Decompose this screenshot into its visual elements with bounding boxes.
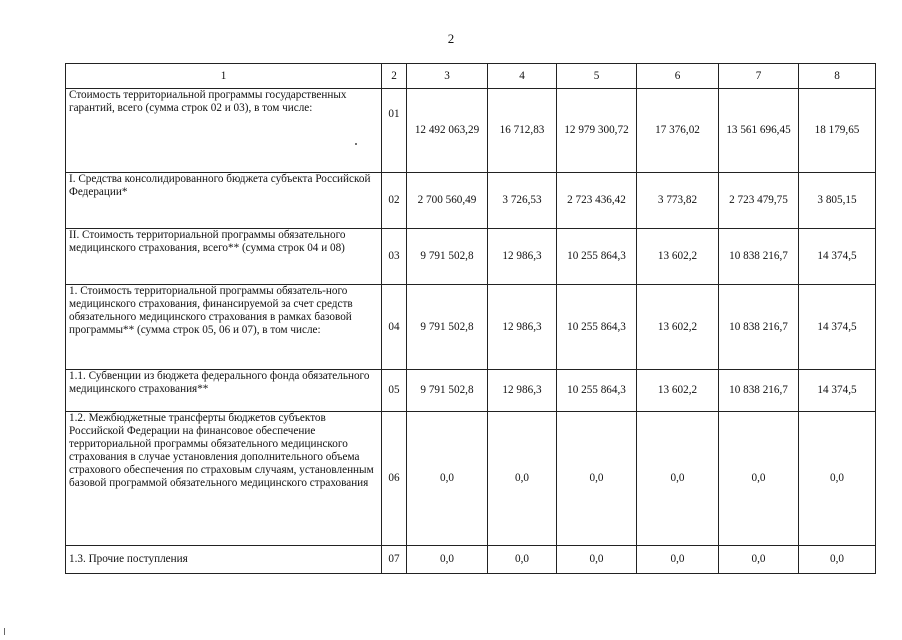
table-row <box>66 546 876 574</box>
value-cell: 13 602,2 <box>637 370 719 412</box>
row-code: 07 <box>382 546 407 574</box>
value-cell: 0,0 <box>407 412 488 546</box>
value-cell: 0,0 <box>557 412 637 546</box>
value-cell: 0,0 <box>799 412 876 546</box>
value-cell: 12 986,3 <box>488 229 557 285</box>
value-cell: 3 773,82 <box>637 173 719 229</box>
row-code: 06 <box>382 412 407 546</box>
page-number: 2 <box>447 31 455 46</box>
row-code: 04 <box>382 285 407 370</box>
value-cell: 0,0 <box>719 546 799 574</box>
value-cell: 10 838 216,7 <box>719 370 799 412</box>
column-header: 6 <box>637 64 719 89</box>
value-cell: 0,0 <box>557 546 637 574</box>
value-cell: 12 979 300,72 <box>557 89 637 173</box>
value-cell: 14 374,5 <box>799 229 876 285</box>
value-cell: 0,0 <box>488 412 557 546</box>
row-description: Стоимость территориальной программы государственных гарантий, всего (сумма строк 02 и 03), в том числе: <box>66 89 382 173</box>
row-description: 1.1. Субвенции из бюджета федерального фонда обязательного медицинского страхования** <box>66 370 382 412</box>
value-cell: 13 602,2 <box>637 285 719 370</box>
value-cell: 9 791 502,8 <box>407 285 488 370</box>
header-row <box>66 64 876 89</box>
table-row <box>66 89 876 173</box>
row-description: 1.3. Прочие поступления <box>66 546 382 574</box>
value-cell: 0,0 <box>407 546 488 574</box>
value-cell: 16 712,83 <box>488 89 557 173</box>
row-description: II. Стоимость территориальной программы обязательного медицинского страхования, всего** (сумма строк 04 и 08) <box>66 229 382 285</box>
value-cell: 12 986,3 <box>488 285 557 370</box>
value-cell: 10 838 216,7 <box>719 229 799 285</box>
row-code: 01 <box>382 89 407 173</box>
table-row <box>66 173 876 229</box>
column-header: 1 <box>66 64 382 89</box>
value-cell: 2 723 479,75 <box>719 173 799 229</box>
value-cell: 0,0 <box>799 546 876 574</box>
column-header: 2 <box>382 64 407 89</box>
value-cell: 10 255 864,3 <box>557 370 637 412</box>
value-cell: 13 561 696,45 <box>719 89 799 173</box>
value-cell: 9 791 502,8 <box>407 370 488 412</box>
row-code: 02 <box>382 173 407 229</box>
value-cell: 18 179,65 <box>799 89 876 173</box>
value-cell: 13 602,2 <box>637 229 719 285</box>
value-cell: 10 838 216,7 <box>719 285 799 370</box>
value-cell: 10 255 864,3 <box>557 229 637 285</box>
row-description: 1.2. Межбюджетные трансферты бюджетов субъектов Российской Федерации на финансовое обеспечение территориальной программы обязательного медицинского страхования в случае установления дополнительного объема страхового обеспечения по страховым случаям, установленным базовой программой обязательного медицинского страхования <box>66 412 382 546</box>
value-cell: 10 255 864,3 <box>557 285 637 370</box>
value-cell: 3 726,53 <box>488 173 557 229</box>
column-header: 8 <box>799 64 876 89</box>
column-header: 7 <box>719 64 799 89</box>
value-cell: 14 374,5 <box>799 285 876 370</box>
value-cell: 0,0 <box>488 546 557 574</box>
value-cell: 2 723 436,42 <box>557 173 637 229</box>
table-row <box>66 285 876 370</box>
budget-table <box>65 63 876 574</box>
value-cell: 12 492 063,29 <box>407 89 488 173</box>
value-cell: 3 805,15 <box>799 173 876 229</box>
column-header: 5 <box>557 64 637 89</box>
row-code: 05 <box>382 370 407 412</box>
row-code: 03 <box>382 229 407 285</box>
value-cell: 0,0 <box>637 412 719 546</box>
scan-speck <box>355 143 357 145</box>
value-cell: 2 700 560,49 <box>407 173 488 229</box>
table-row <box>66 370 876 412</box>
row-description: I. Средства консолидированного бюджета субъекта Российской Федерации* <box>66 173 382 229</box>
value-cell: 9 791 502,8 <box>407 229 488 285</box>
table-row <box>66 229 876 285</box>
value-cell: 0,0 <box>719 412 799 546</box>
value-cell: 17 376,02 <box>637 89 719 173</box>
value-cell: 14 374,5 <box>799 370 876 412</box>
margin-mark <box>4 628 5 635</box>
table-row <box>66 412 876 546</box>
column-header: 3 <box>407 64 488 89</box>
value-cell: 12 986,3 <box>488 370 557 412</box>
row-description: 1. Стоимость территориальной программы обязатель-ного медицинского страхования, финансируемой за счет средств обязательного медицинского страхования в рамках базовой программы** (сумма строк 05, 06 и 07), в том числе: <box>66 285 382 370</box>
value-cell: 0,0 <box>637 546 719 574</box>
column-header: 4 <box>488 64 557 89</box>
